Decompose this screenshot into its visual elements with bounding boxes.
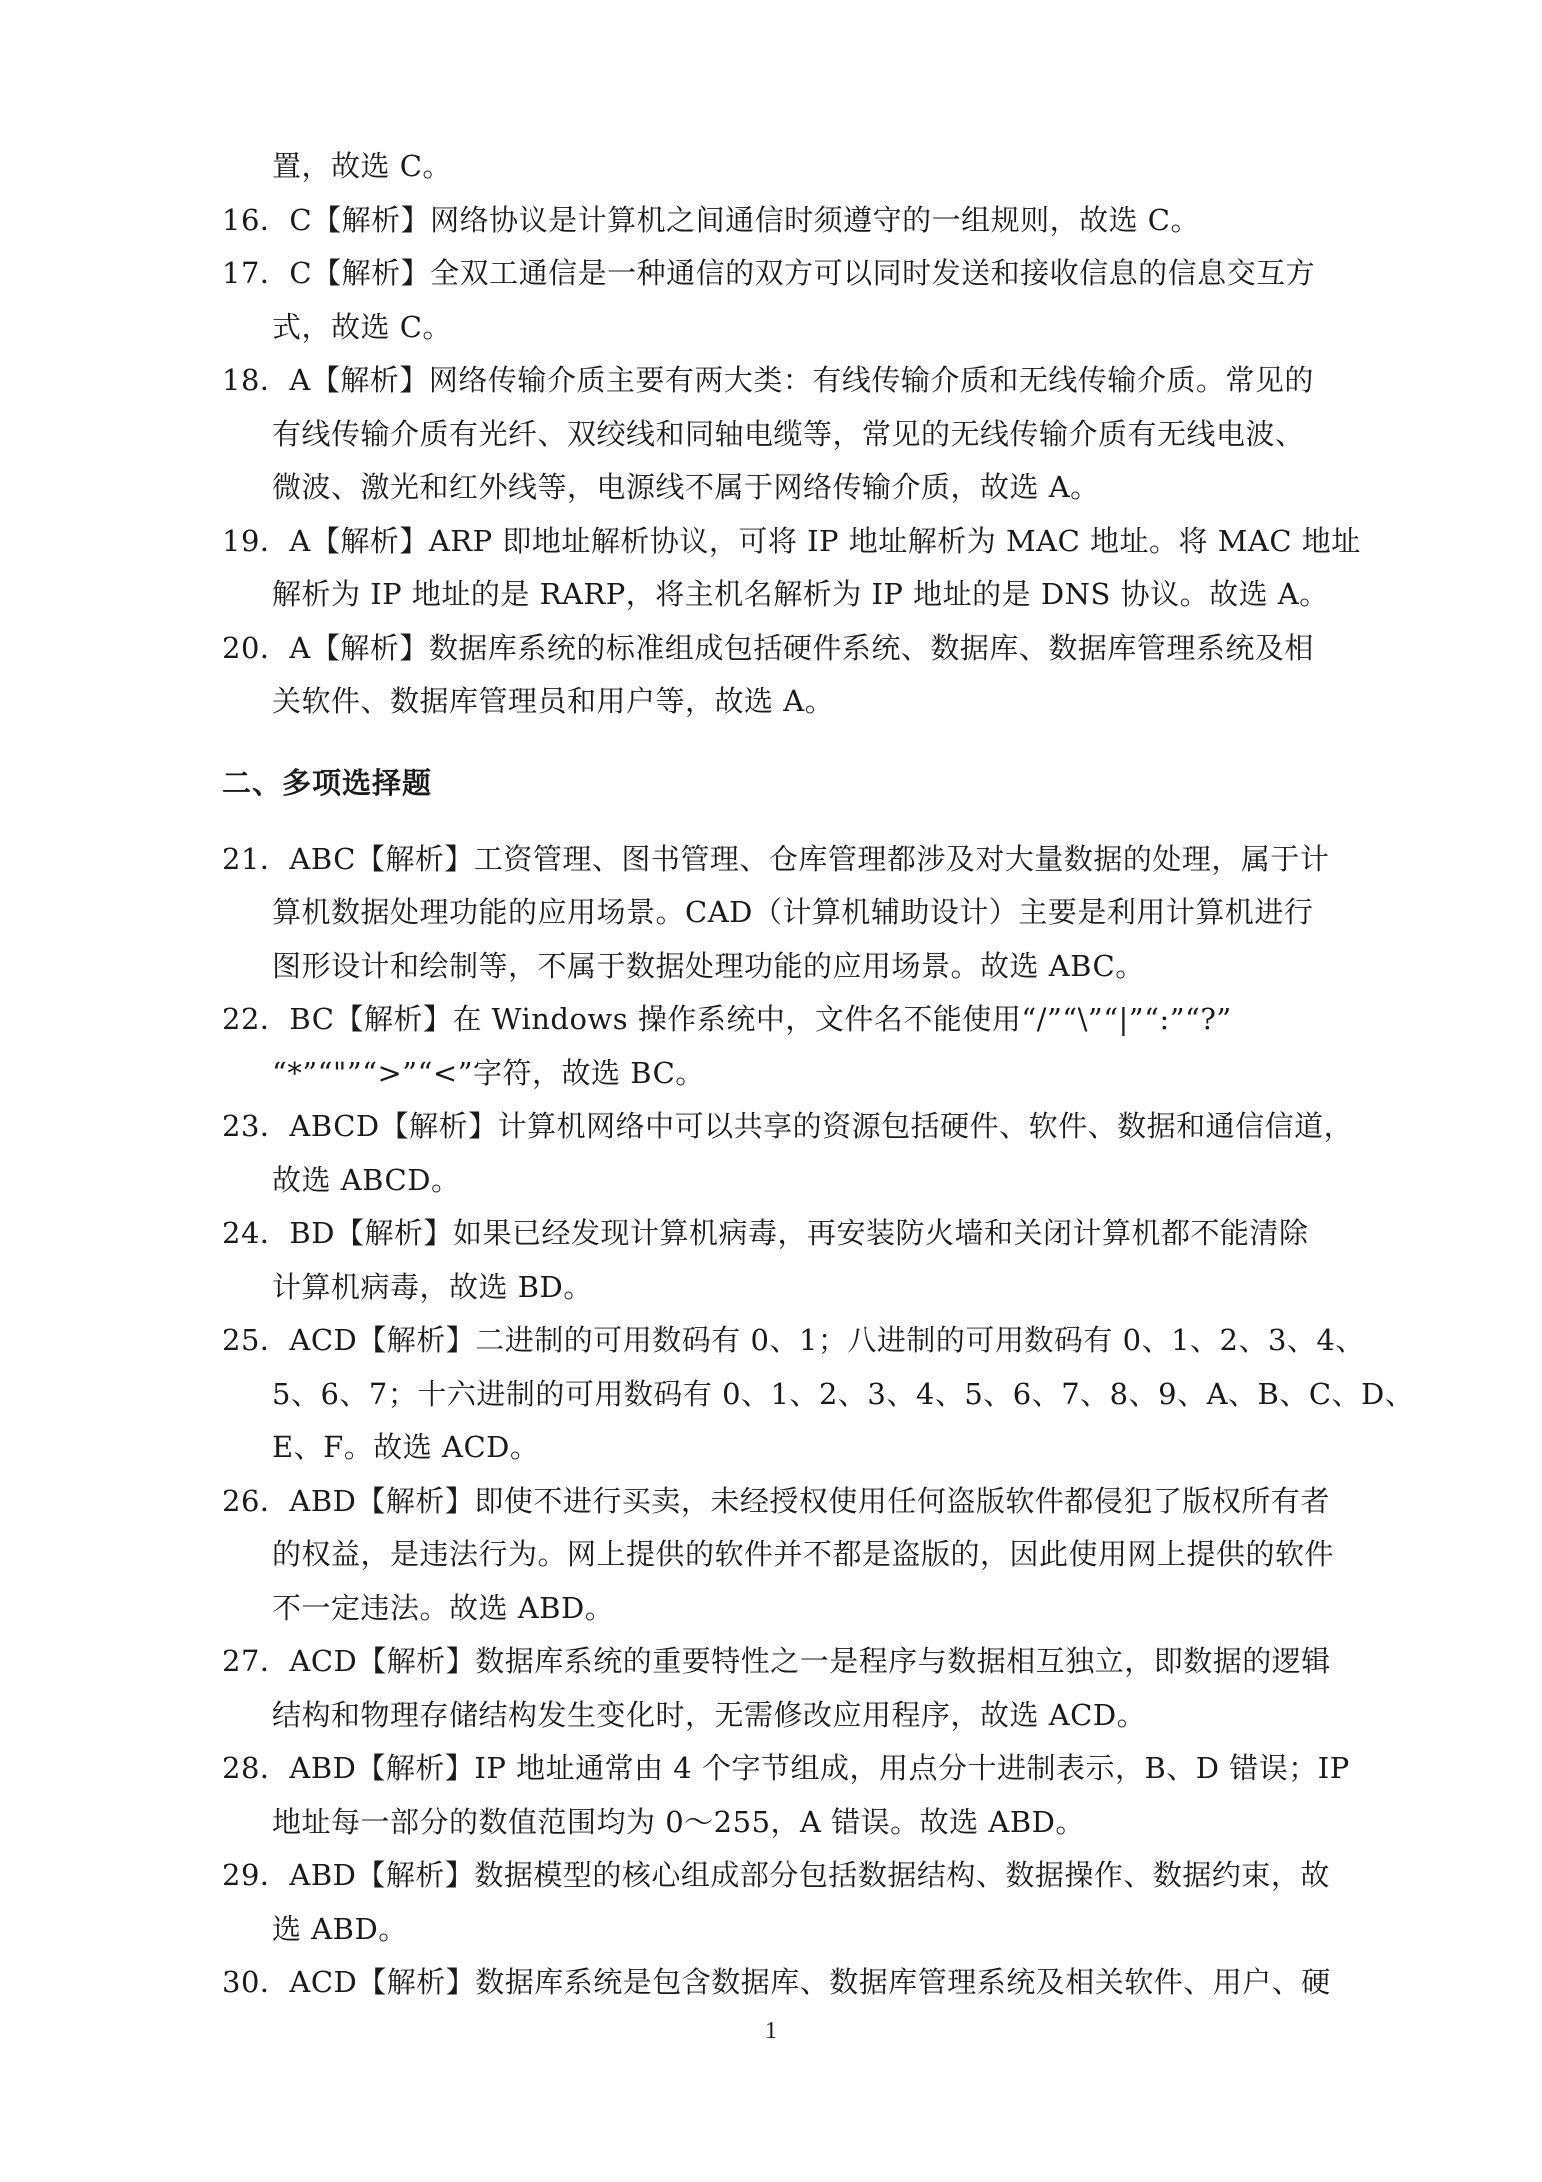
text-line: “*”“"”“>”“<”字符，故选 BC。: [272, 1055, 705, 1090]
answer-item-21: 21．ABC【解析】工资管理、图书管理、仓库管理都涉及对大量数据的处理，属于计: [222, 841, 1330, 876]
answer-item-29: 29．ABD【解析】数据模型的核心组成部分包括数据结构、数据操作、数据约束，故: [222, 1858, 1330, 1892]
answer-item-16: 16．C【解析】网络协议是计算机之间通信时须遵守的一组规则，故选 C。: [222, 202, 1200, 237]
text-line: 关软件、数据库管理员和用户等，故选 A。: [272, 684, 835, 718]
answer-item-19: 19．A【解析】ARP 即地址解析协议，可将 IP 地址解析为 MAC 地址。将 MAC 地址: [222, 523, 1361, 558]
text-line: 置，故选 C。: [272, 149, 452, 183]
text-line: 图形设计和绘制等，不属于数据处理功能的应用场景。故选 ABC。: [272, 948, 1145, 983]
text-line: 计算机病毒，故选 BD。: [272, 1269, 593, 1304]
answer-item-26: 26．ABD【解析】即使不进行买卖，未经授权使用任何盗版软件都侵犯了版权所有者: [222, 1483, 1330, 1518]
answer-item-20: 20．A【解析】数据库系统的标准组成包括硬件系统、数据库、数据库管理系统及相: [222, 630, 1314, 665]
text-line: 解析为 IP 地址的是 RARP，将主机名解析为 IP 地址的是 DNS 协议。故选 A。: [272, 577, 1329, 611]
text-line: 5、6、7；十六进制的可用数码有 0、1、2、3、4、5、6、7、8、9、A、B、C、D、: [272, 1376, 1415, 1411]
answer-item-27: 27．ACD【解析】数据库系统的重要特性之一是程序与数据相互独立，即数据的逻辑: [222, 1644, 1331, 1678]
section-heading: 二、多项选择题: [222, 765, 433, 800]
text-line: 有线传输介质有光纤、双绞线和同轴电缆等，常见的无线传输介质有无线电波、: [272, 416, 1305, 451]
text-line: 式，故选 C。: [272, 309, 452, 344]
answer-item-17: 17．C【解析】全双工通信是一种通信的双方可以同时发送和接收信息的信息交互方: [222, 256, 1316, 290]
answer-item-18: 18．A【解析】网络传输介质主要有两大类：有线传输介质和无线传输介质。常见的: [222, 363, 1314, 397]
text-line: 地址每一部分的数值范围均为 0～255，A 错误。故选 ABD。: [272, 1804, 1085, 1839]
answer-item-23: 23．ABCD【解析】计算机网络中可以共享的资源包括硬件、软件、数据和通信信道，: [222, 1109, 1354, 1143]
answer-content: [222, 140, 1415, 2010]
answer-item-22: 22．BC【解析】在 Windows 操作系统中，文件名不能使用“/”“\”“|”“:”“?”: [222, 1002, 1232, 1036]
text-line: E、F。故选 ACD。: [272, 1430, 540, 1464]
answer-item-25: 25．ACD【解析】二进制的可用数码有 0、1；八进制的可用数码有 0、1、2、3、4、: [222, 1323, 1365, 1357]
text-line: 微波、激光和红外线等，电源线不属于网络传输介质，故选 A。: [272, 470, 1100, 504]
text-line: 算机数据处理功能的应用场景。CAD（计算机辅助设计）主要是利用计算机进行: [272, 895, 1314, 929]
text-line: 的权益，是违法行为。网上提供的软件并不都是盗版的，因此使用网上提供的软件: [272, 1537, 1335, 1571]
page-number: 1: [765, 2018, 777, 2044]
text-line: 选 ABD。: [272, 1911, 408, 1946]
text-line: 故选 ABCD。: [272, 1162, 461, 1197]
answer-item-28: 28．ABD【解析】IP 地址通常由 4 个字节组成，用点分十进制表示，B、D 错误；IP: [222, 1751, 1350, 1785]
text-line: 不一定违法。故选 ABD。: [272, 1590, 615, 1625]
answer-item-24: 24．BD【解析】如果已经发现计算机病毒，再安装防火墙和关闭计算机都不能清除: [222, 1216, 1309, 1250]
text-line: 结构和物理存储结构发生变化时，无需修改应用程序，故选 ACD。: [272, 1697, 1147, 1732]
answer-item-30: 30．ACD【解析】数据库系统是包含数据库、数据库管理系统及相关软件、用户、硬: [222, 1965, 1331, 1999]
